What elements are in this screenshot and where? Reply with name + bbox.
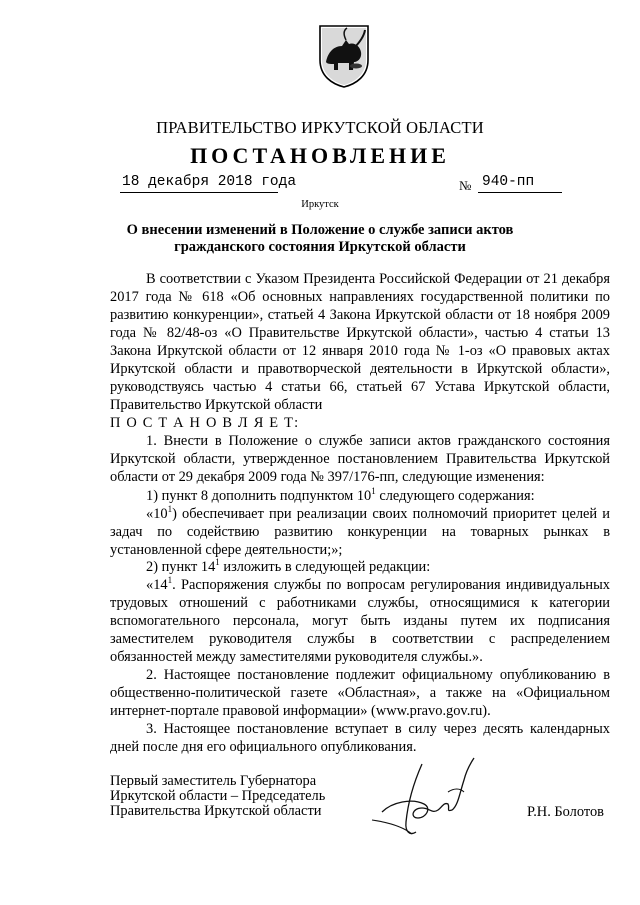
quote-2-paragraph: [110, 576, 610, 666]
subitem-1-text: 1) пункт 8 дополнить подпунктом 10: [146, 488, 372, 504]
quote-1-paragraph: [110, 505, 610, 559]
issuing-authority: ПРАВИТЕЛЬСТВО ИРКУТСКОЙ ОБЛАСТИ: [156, 118, 484, 137]
quote-2-text-end: . Распоряжения службы по вопросам регулирования индивидуальных трудовых отношений с работниками службы, относящимися к категории вспомогательного персонала, могут быть изданы путем их подписания заместителем руководителя службы в соответствии с распределением обязанностей между заместителями руководителя службы.».: [110, 577, 610, 665]
subitem-2-superscript: 1: [215, 557, 220, 568]
title-line-2: гражданского состояния Иркутской области: [174, 239, 466, 255]
document-number: 940-пп: [482, 174, 535, 190]
number-sign: №: [459, 178, 472, 193]
signatory-title: [110, 774, 325, 819]
handwritten-signature: [352, 752, 492, 842]
document-type: ПОСТАНОВЛЕНИЕ: [190, 143, 450, 168]
quote-2-superscript: 1: [167, 575, 173, 586]
decree-word: П О С Т А Н О В Л Я Е Т:: [110, 415, 300, 431]
signatory-title-line-3: Правительства Иркутской области: [110, 803, 322, 819]
subitem-2-text: 2) пункт 14: [146, 559, 216, 575]
signatory-title-line-2: Иркутской области – Председатель: [110, 788, 326, 804]
date-underline: [120, 192, 278, 193]
number-underline: [478, 192, 562, 193]
subitem-1-superscript: 1: [371, 486, 376, 497]
quote-1-text: «10: [146, 506, 168, 522]
item-2-paragraph: 2. Настоящее постановление подлежит официальному опубликованию в общественно-политической газете «Областная», а также на «Официальном интернет-портале правовой информации» (www.pravo.gov.ru).: [110, 667, 610, 719]
item-3-paragraph: 3. Настоящее постановление вступает в силу через десять календарных дней после дня его официального опубликования.: [110, 721, 610, 755]
quote-1-text-end: ) обеспечивает при реализации своих полномочий приоритет целей и задач по содействию развитию конкуренции на товарных рынках в установленной сфере деятельности;»;: [110, 506, 610, 558]
subitem-1-text-end: следующего содержания:: [375, 488, 535, 504]
subitem-2-text-end: изложить в следующей редакции:: [219, 559, 431, 575]
document-city: Иркутск: [301, 199, 339, 210]
document-title: [110, 222, 530, 256]
item-1-paragraph: 1. Внести в Положение о службе записи актов гражданского состояния Иркутской области, утвержденное постановлением Правительства Иркутской области от 29 декабря 2009 года № 397/176-пп, следующие изменения:: [110, 433, 610, 485]
coat-of-arms-icon: [316, 22, 372, 88]
signatory-name: Р.Н. Болотов: [527, 804, 604, 820]
subitem-2-paragraph: [110, 558, 610, 576]
quote-1-superscript: 1: [167, 504, 173, 515]
title-line-1: О внесении изменений в Положение о службе записи актов: [126, 222, 514, 238]
quote-2-text: «14: [146, 577, 168, 593]
document-date: 18 декабря 2018 года: [122, 174, 297, 190]
signatory-title-line-1: Первый заместитель Губернатора: [110, 773, 317, 789]
preamble-paragraph: В соответствии с Указом Президента Российской Федерации от 21 декабря 2017 года № 618 «Об основных направлениях государственной политики по развитию конкуренции», статьей 4 Закона Иркутской области от 18 ноября 2009 года № 82/48-оз «О Правительстве Иркутской области», частью 4 статьи 13 Закона Иркутской области от 12 января 2010 года № 1-оз «О правовых актах Иркутской области и правотворческой деятельности в Иркутской области», руководствуясь частью 4 статьи 66, статьей 67 Устава Иркутской области, Правительство Иркутской области: [110, 271, 610, 413]
subitem-1-paragraph: [110, 487, 610, 505]
